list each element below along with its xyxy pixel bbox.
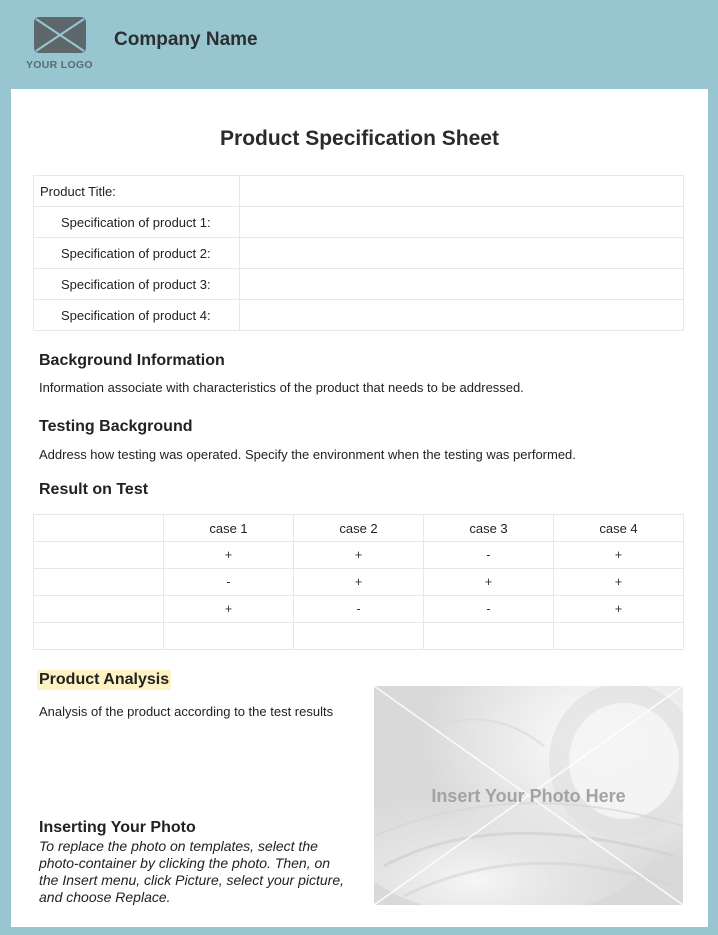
- envelope-icon: [34, 17, 86, 53]
- logo-text: YOUR LOGO: [26, 59, 93, 71]
- results-table: [33, 514, 684, 650]
- result-cell[interactable]: -: [424, 542, 554, 569]
- result-cell[interactable]: +: [554, 596, 684, 623]
- analysis-heading[interactable]: Product Analysis: [39, 671, 170, 688]
- spec-value-cell[interactable]: [240, 207, 684, 238]
- testing-text[interactable]: Address how testing was operated. Specify the environment when the testing was performed.: [39, 447, 576, 462]
- result-cell[interactable]: [34, 542, 164, 569]
- testing-heading[interactable]: Testing Background: [39, 418, 193, 435]
- result-cell[interactable]: -: [424, 596, 554, 623]
- table-row: [34, 596, 684, 623]
- spec-value-cell[interactable]: [240, 176, 684, 207]
- result-cell[interactable]: [34, 569, 164, 596]
- column-header[interactable]: case 2: [294, 515, 424, 542]
- analysis-text[interactable]: Analysis of the product according to the test results: [39, 704, 334, 719]
- inserting-text[interactable]: To replace the photo on templates, select the photo-container by clicking the photo. Then, on the Insert menu, click Picture, select your picture, and choose Replace.: [39, 838, 345, 905]
- column-header[interactable]: case 1: [164, 515, 294, 542]
- header-band: [0, 0, 718, 89]
- column-header[interactable]: case 3: [424, 515, 554, 542]
- table-row: [34, 238, 684, 269]
- table-row: [34, 269, 684, 300]
- company-name[interactable]: Company Name: [114, 29, 258, 50]
- result-cell[interactable]: +: [554, 569, 684, 596]
- photo-placeholder-text: Insert Your Photo Here: [431, 786, 626, 806]
- column-header[interactable]: case 4: [554, 515, 684, 542]
- table-header-row: [34, 515, 684, 542]
- result-cell[interactable]: [554, 623, 684, 650]
- spec-label: Specification of product 2:: [34, 238, 240, 269]
- column-header[interactable]: [34, 515, 164, 542]
- result-cell[interactable]: +: [424, 569, 554, 596]
- inserting-heading[interactable]: Inserting Your Photo: [39, 819, 196, 836]
- table-row: [34, 300, 684, 331]
- spec-label: Specification of product 1:: [34, 207, 240, 238]
- result-cell[interactable]: [294, 623, 424, 650]
- result-cell[interactable]: +: [164, 596, 294, 623]
- result-cell[interactable]: [34, 623, 164, 650]
- page-title[interactable]: Product Specification Sheet: [220, 127, 499, 150]
- result-cell[interactable]: [164, 623, 294, 650]
- result-cell[interactable]: +: [294, 569, 424, 596]
- spec-value-cell[interactable]: [240, 238, 684, 269]
- spec-label: Specification of product 4:: [34, 300, 240, 331]
- table-row: [34, 569, 684, 596]
- spec-label: Product Title:: [34, 176, 240, 207]
- result-cell[interactable]: [424, 623, 554, 650]
- spec-value-cell[interactable]: [240, 269, 684, 300]
- result-cell[interactable]: -: [294, 596, 424, 623]
- result-cell[interactable]: +: [164, 542, 294, 569]
- photo-container[interactable]: [374, 686, 683, 905]
- result-cell[interactable]: -: [164, 569, 294, 596]
- result-cell[interactable]: +: [294, 542, 424, 569]
- table-row: [34, 623, 684, 650]
- table-row: [34, 542, 684, 569]
- document-page: [11, 89, 708, 927]
- background-text[interactable]: Information associate with characteristics of the product that needs to be addressed.: [39, 380, 524, 395]
- table-row: [34, 207, 684, 238]
- result-cell[interactable]: [34, 596, 164, 623]
- spec-label: Specification of product 3:: [34, 269, 240, 300]
- spec-table: [33, 175, 684, 331]
- spec-value-cell[interactable]: [240, 300, 684, 331]
- result-cell[interactable]: +: [554, 542, 684, 569]
- results-heading[interactable]: Result on Test: [39, 481, 149, 498]
- logo[interactable]: [26, 14, 98, 76]
- background-heading[interactable]: Background Information: [39, 352, 225, 369]
- table-row: [34, 176, 684, 207]
